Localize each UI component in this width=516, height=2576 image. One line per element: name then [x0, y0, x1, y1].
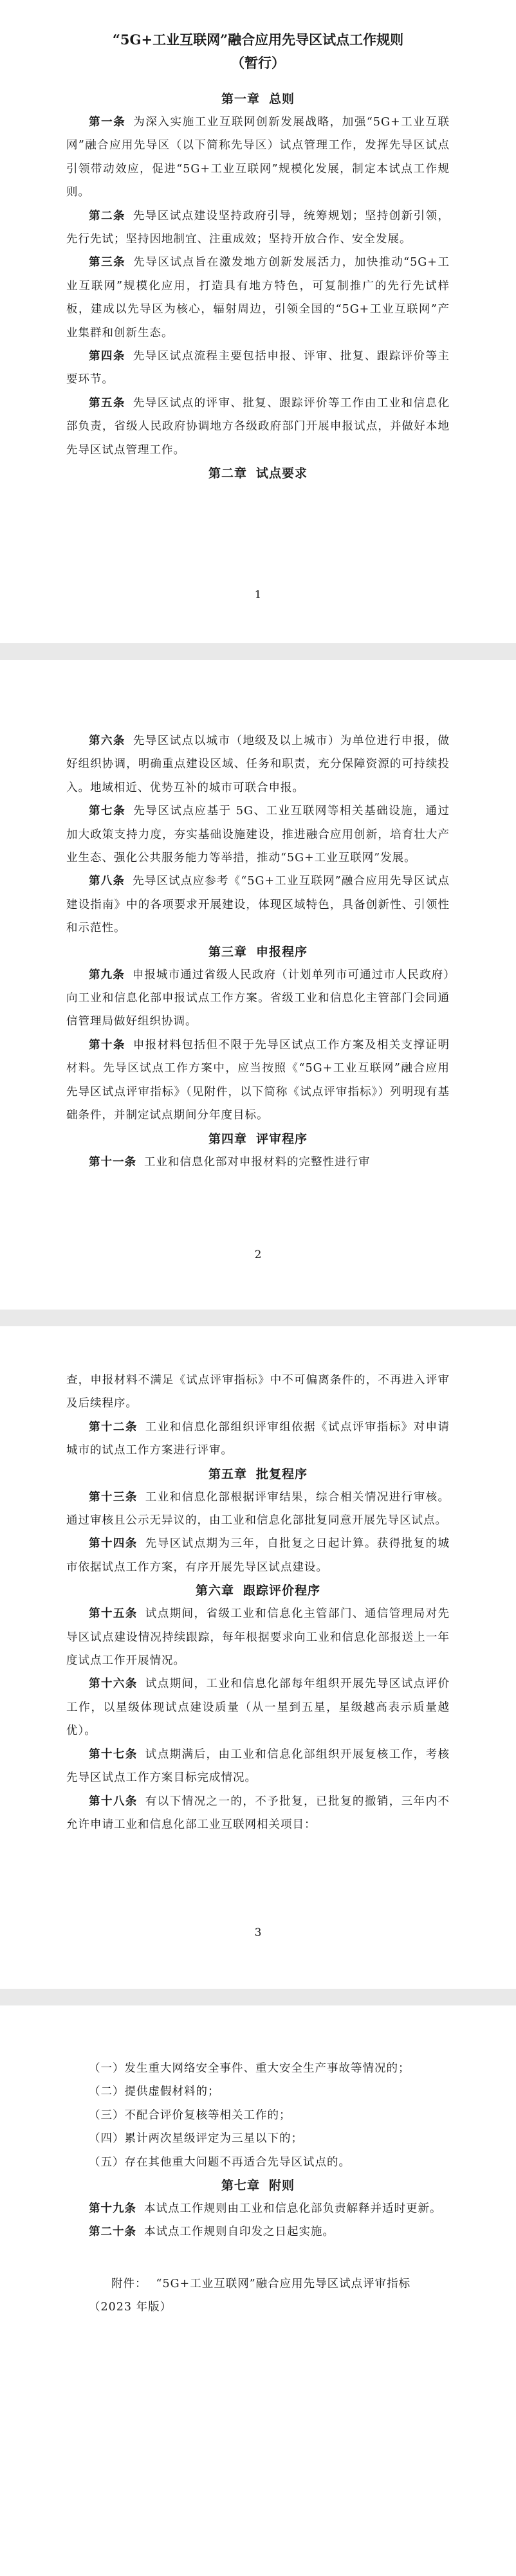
- article-number: 第六条: [89, 735, 125, 747]
- article-number: 第十三条: [89, 1490, 138, 1504]
- chapter-title: 评审程序: [256, 1131, 308, 1146]
- article-number: 第十二条: [89, 1420, 138, 1434]
- article-number: 第十六条: [89, 1677, 138, 1691]
- page-gap: [0, 1310, 516, 1326]
- article-number: 第十七条: [89, 1748, 138, 1761]
- chapter-heading: [66, 1463, 450, 1486]
- article-number: 第二十条: [89, 2225, 136, 2239]
- article-number: 第三条: [89, 256, 126, 269]
- article-number: 第十八条: [89, 1795, 138, 1808]
- page-gap: [0, 643, 516, 660]
- article-text: 工业和信息化部根据评审结果，综合相关情况进行审核。通过审核且公示无异议的，由工业和信息化部批复同意开展先导区试点。: [66, 1490, 450, 1528]
- chapter-number: 第五章: [208, 1466, 247, 1481]
- article-paragraph: [66, 1743, 450, 1790]
- article-number: 第十五条: [89, 1607, 138, 1621]
- chapter-number: 第四章: [208, 1131, 247, 1146]
- article-text: 试点期满后，由工业和信息化部组织开展复核工作，考核先导区试点工作方案目标完成情况。: [66, 1748, 450, 1785]
- article-paragraph: [66, 345, 450, 392]
- article-paragraph: [66, 799, 450, 870]
- article-number: 第十九条: [89, 2202, 136, 2216]
- article-text: 申报城市通过省级人民政府（计划单列市可通过市人民政府）向工业和信息化部申报试点工作方案。省级工业和信息化主管部门会同通信管理局做好组织协调。: [66, 968, 450, 1028]
- article-paragraph: [66, 1151, 450, 1174]
- page-number: 3: [254, 1926, 262, 1939]
- chapter-heading: [66, 2174, 450, 2197]
- article-paragraph: [66, 1790, 450, 1837]
- page-number: 1: [254, 589, 262, 601]
- page: [0, 1326, 516, 1989]
- article-text: 本试点工作规则由工业和信息化部负责解释并适时更新。: [144, 2202, 442, 2216]
- article-number: 第十一条: [89, 1155, 136, 1169]
- chapter-heading: [66, 1128, 450, 1151]
- list-item: （一）发生重大网络安全事件、重大安全生产事故等情况的；: [89, 2062, 410, 2075]
- document-subtitle: （暂行）: [231, 55, 285, 71]
- article-paragraph: [66, 870, 450, 940]
- chapter-heading: [66, 462, 450, 485]
- article-text: 先导区试点以城市（地级及以上城市）为单位进行申报，做好组织协调，明确重点建设区域、任务和职责，充分保障资源的可持续投入。地域相近、优势互补的城市可联合申报。: [66, 735, 450, 794]
- chapter-number: 第三章: [208, 944, 247, 959]
- article-text: 先导区试点期为三年，自批复之日起计算。获得批复的城市依据试点工作方案，有序开展先导区试点建设。: [66, 1537, 450, 1574]
- document-title: “5G+工业互联网”融合应用先导区试点工作规则: [112, 32, 404, 48]
- page: [0, 660, 516, 1310]
- chapter-number: 第一章: [221, 92, 260, 106]
- page-body: [66, 87, 450, 485]
- article-number: 第一条: [89, 116, 126, 129]
- article-text: 申报材料包括但不限于先导区试点工作方案及相关支撑证明材料。先导区试点工作方案中，应当按照《“5G+工业互联网”融合应用先导区试点评审指标》（见附件，以下简称《试点评审指标》）列明现有基础条件，并制定试点期间分年度目标。: [66, 1038, 450, 1122]
- article-number: 第五条: [89, 396, 125, 410]
- list-item: （二）提供虚假材料的；: [89, 2085, 220, 2099]
- article-text: 先导区试点应基于 5G、工业互联网等相关基础设施，通过加大政策支持力度，夯实基础设施建设，推进融合应用创新，培育壮大产业生态、强化公共服务能力等举措，推动“5G+工业互联网”发展。: [66, 805, 450, 865]
- article-number: 第十四条: [89, 1537, 138, 1551]
- article-paragraph: [66, 729, 450, 799]
- page-gap: [0, 1989, 516, 2005]
- page-body: [66, 2057, 450, 2244]
- chapter-heading: [66, 87, 450, 111]
- page-number: 2: [254, 1248, 262, 1261]
- page: [0, 2005, 516, 2576]
- article-text: 先导区试点旨在激发地方创新发展活力，加快推动“5G+工业互联网”规模化应用，打造具有地方特色，可复制推广的先行先试样板，建成以先导区为核心，辐射周边，引领全国的“5G+工业互联网”产业集群和创新生态。: [66, 256, 450, 340]
- article-paragraph: [66, 111, 450, 205]
- article-text: 试点期间，省级工业和信息化主管部门、通信管理局对先导区试点建设情况持续跟踪，每年根据要求向工业和信息化部报送上一年度试点工作开展情况。: [66, 1607, 450, 1668]
- list-item: （五）存在其他重大问题不再适合先导区试点的。: [89, 2155, 351, 2169]
- article-text: 先导区试点的评审、批复、跟踪评价等工作由工业和信息化部负责，省级人民政府协调地方各级政府部门开展申报试点，并做好本地先导区试点管理工作。: [66, 396, 450, 457]
- article-text: 工业和信息化部组织评审组依据《试点评审指标》对申请城市的试点工作方案进行评审。: [66, 1420, 450, 1457]
- article-text: 本试点工作规则自印发之日起实施。: [144, 2225, 335, 2239]
- chapter-number: 第二章: [208, 466, 247, 481]
- article-number: 第十条: [89, 1038, 125, 1052]
- list-item: （四）累计两次星级评定为三星以下的；: [89, 2132, 303, 2146]
- article-paragraph: [66, 1532, 450, 1579]
- article-text: 工业和信息化部对申报材料的完整性进行审: [144, 1155, 371, 1169]
- chapter-heading: [66, 1579, 450, 1602]
- article-paragraph: [66, 1486, 450, 1533]
- chapter-title: 附则: [269, 2179, 295, 2193]
- page-body: [66, 1369, 450, 1836]
- article-number: 第七条: [89, 805, 126, 818]
- article-text: 为深入实施工业互联网创新发展战略，加强“5G+工业互联网”融合应用先导区（以下简称先导区）试点管理工作，发挥先导区试点引领带动效应，促进“5G+工业互联网”规模化发展，制定本试点工作规则。: [66, 116, 450, 199]
- article-paragraph: [66, 205, 450, 251]
- article-number: 第四条: [89, 350, 125, 363]
- article-text: 先导区试点流程主要包括申报、评审、批复、跟踪评价等主要环节。: [66, 350, 450, 387]
- chapter-title: 申报程序: [256, 944, 308, 959]
- chapter-number: 第六章: [195, 1584, 234, 1598]
- chapter-heading: [66, 940, 450, 964]
- article-number: 第八条: [89, 875, 125, 888]
- article-paragraph: [66, 1416, 450, 1463]
- article-number: 第二条: [89, 209, 125, 223]
- list-item: （三）不配合评价复核等相关工作的；: [89, 2108, 291, 2122]
- article-text: 有以下情况之一的，不予批复，已批复的撤销，三年内不允许申请工业和信息化部工业互联网相关项目：: [66, 1795, 450, 1831]
- chapter-title: 总则: [269, 92, 295, 106]
- chapter-number: 第七章: [221, 2179, 260, 2193]
- article-number: 第九条: [89, 968, 125, 982]
- article-paragraph: [66, 392, 450, 462]
- article-paragraph: [66, 964, 450, 1034]
- appendix-line: [66, 2272, 450, 2319]
- page-body: [66, 729, 450, 1174]
- article-paragraph: [66, 1672, 450, 1742]
- article-paragraph: [66, 1602, 450, 1672]
- article-text: 试点期间，工业和信息化部每年组织开展先导区试点评价工作，以星级体现试点建设质量（从一星到五星，星级越高表示质量越优）。: [66, 1677, 450, 1738]
- chapter-title: 批复程序: [256, 1466, 308, 1481]
- article-paragraph: [66, 2220, 450, 2243]
- article-text: 先导区试点应参考《“5G+工业互联网”融合应用先导区试点建设指南》中的各项要求开展建设，体现区域特色，具备创新性、引领性和示范性。: [66, 875, 450, 935]
- appendix-label: 附件：: [111, 2277, 147, 2290]
- article-paragraph: [66, 1034, 450, 1128]
- continued-paragraph: 查，申报材料不满足《试点评审指标》中不可偏离条件的，不再进入评审及后续程序。: [66, 1374, 450, 1411]
- chapter-title: 跟踪评价程序: [243, 1584, 321, 1598]
- article-text: 先导区试点建设坚持政府引导，统筹规划；坚持创新引领，先行先试；坚持因地制宜、注重成效；坚持开放合作、安全发展。: [66, 209, 450, 246]
- appendix-text: “5G+工业互联网”融合应用先导区试点评审指标（2023 年版）: [89, 2277, 411, 2314]
- article-paragraph: [66, 251, 450, 345]
- chapter-title: 试点要求: [256, 466, 308, 481]
- article-paragraph: [66, 2197, 450, 2220]
- page: [0, 0, 516, 643]
